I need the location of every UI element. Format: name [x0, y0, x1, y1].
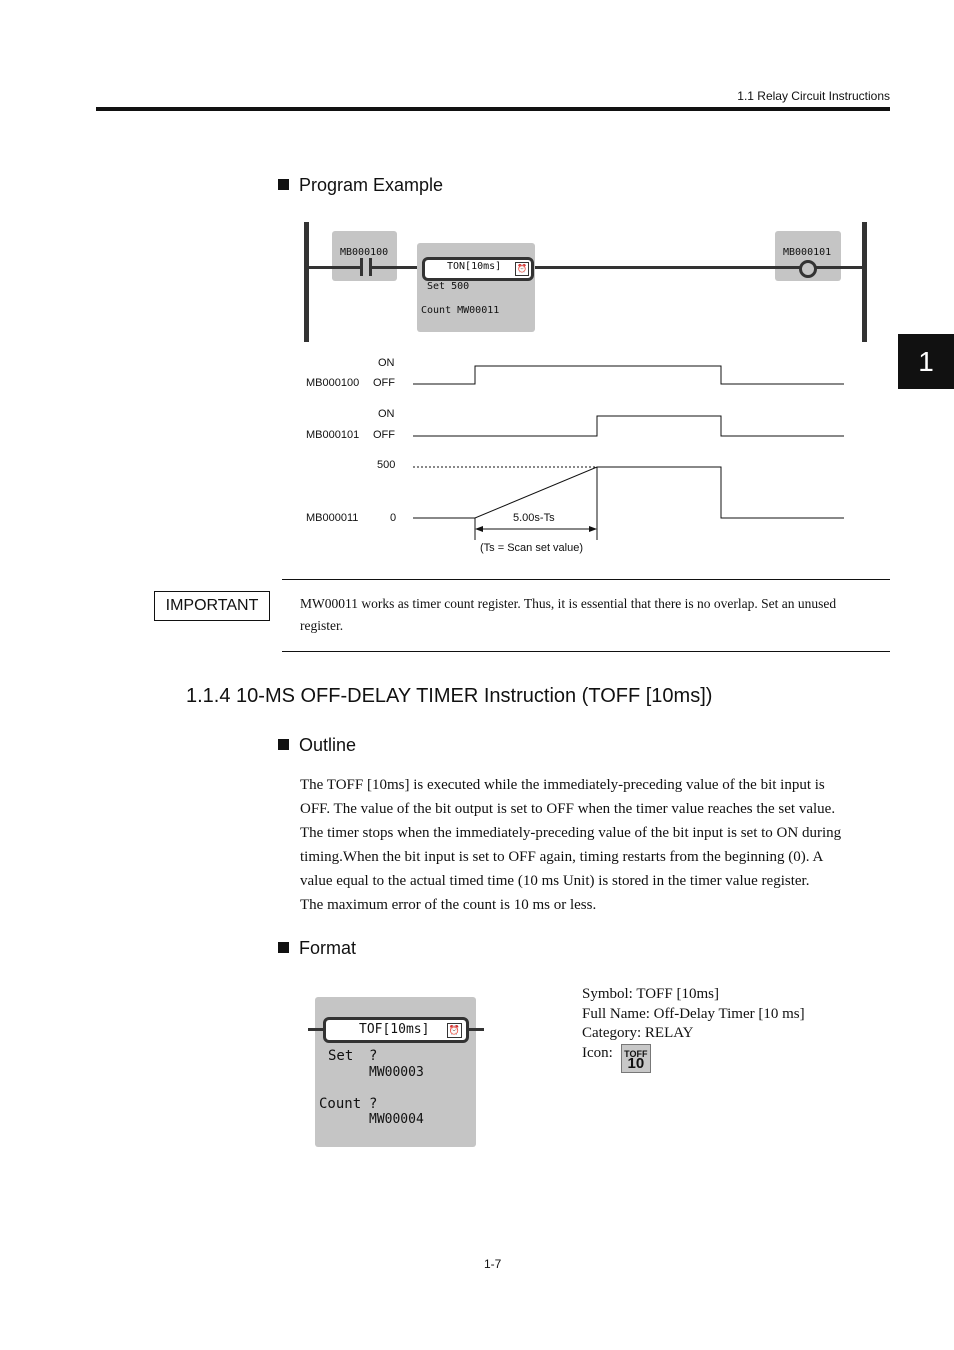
outline-line: OFF. The value of the bit output is set to OFF when the timer value reaches the set value. [300, 801, 836, 817]
outline-line: value equal to the actual timed time (10 ms Unit) is stored in the timer value register. [300, 873, 810, 889]
important-line2: register. [300, 618, 344, 633]
duration-arrowhead-right [589, 526, 597, 532]
outline-paragraph [300, 773, 890, 917]
format-heading [278, 938, 356, 959]
tof-count-q: ? [369, 1096, 378, 1112]
sig2-name: MB000101 [306, 429, 360, 441]
tof-title-box [323, 1017, 469, 1043]
outline-line: The TOFF [10ms] is executed while the immediately-preceding value of the bit input is [300, 777, 825, 793]
sig1-off-label: OFF [373, 377, 395, 389]
bullet-square-icon [278, 739, 289, 750]
outline-line: The maximum error of the count is 10 ms or less. [300, 897, 597, 913]
sig2-waveform [413, 416, 844, 436]
icon-row [582, 1044, 805, 1073]
important-line1: MW00011 works as timer count register. Thus, it is essential that there is no overlap. Set an unused [300, 596, 837, 611]
symbol-text: Symbol: TOFF [10ms] [582, 986, 719, 1002]
outline-line: timing.When the bit input is set to OFF again, timing restarts from the beginning (0). A [300, 849, 824, 865]
page-number: 1-7 [484, 1257, 502, 1271]
outline-line: The timer stops when the immediately-preceding value of the bit input is set to ON during [300, 825, 842, 841]
timing-chart [0, 0, 954, 600]
tof-title: TOF[10ms] [359, 1022, 430, 1037]
ts-note: (Ts = Scan set value) [480, 542, 584, 554]
bullet-square-icon [278, 942, 289, 953]
sig1-waveform [413, 366, 844, 384]
important-note [300, 593, 885, 637]
category-text: Category: RELAY [582, 1025, 694, 1041]
sig3-waveform [413, 467, 844, 518]
format-heading-text: Format [299, 938, 357, 958]
sig1-name: MB000100 [306, 377, 360, 389]
outline-heading [278, 735, 356, 756]
format-info [582, 985, 805, 1073]
sig2-on-label: ON [378, 408, 395, 420]
sig2-off-label: OFF [373, 429, 395, 441]
tof-count-reg: MW00004 [369, 1112, 424, 1127]
tof-set-reg: MW00003 [369, 1065, 424, 1080]
duration-label: 5.00s-Ts [513, 512, 555, 524]
sig3-name: MB000011 [306, 512, 359, 524]
ton-title: TON[10ms] [447, 261, 502, 272]
program-example-heading-text: Program Example [299, 175, 444, 195]
ton-count: Count MW00011 [421, 305, 500, 316]
duration-arrowhead-left [475, 526, 483, 532]
toff-icon [621, 1044, 651, 1073]
outline-heading-text: Outline [299, 735, 357, 755]
note-rule-top [282, 579, 890, 580]
tof-count-label: Count [319, 1096, 362, 1112]
sig3-zero-label: 0 [390, 512, 397, 524]
timer-chart-icon: ⏰ [447, 1023, 462, 1038]
note-rule-bottom [282, 651, 890, 652]
tof-set-label: Set [328, 1048, 354, 1064]
full-name-text: Full Name: Off-Delay Timer [10 ms] [582, 1005, 805, 1022]
section-title: 1.1.4 10-MS OFF-DELAY TIMER Instruction (TOFF [10ms]) [186, 685, 713, 707]
tof-set-q: ? [369, 1048, 378, 1064]
sig3-500-label: 500 [377, 459, 396, 471]
coil-label: MB000101 [783, 247, 832, 258]
toff-icon-top: TOFF [624, 1048, 648, 1059]
ton-set: Set 500 [427, 281, 470, 292]
chapter-tab: 1 [898, 334, 954, 389]
contact-label: MB000100 [340, 247, 389, 258]
important-label: IMPORTANT [154, 591, 270, 621]
timer-chart-icon: ⏰ [515, 262, 529, 276]
icon-label: Icon: [582, 1044, 613, 1061]
toff-icon-bottom: 10 [627, 1054, 645, 1072]
tof-format-block [308, 995, 484, 1150]
running-header: 1.1 Relay Circuit Instructions [737, 89, 890, 103]
sig1-on-label: ON [378, 357, 395, 369]
